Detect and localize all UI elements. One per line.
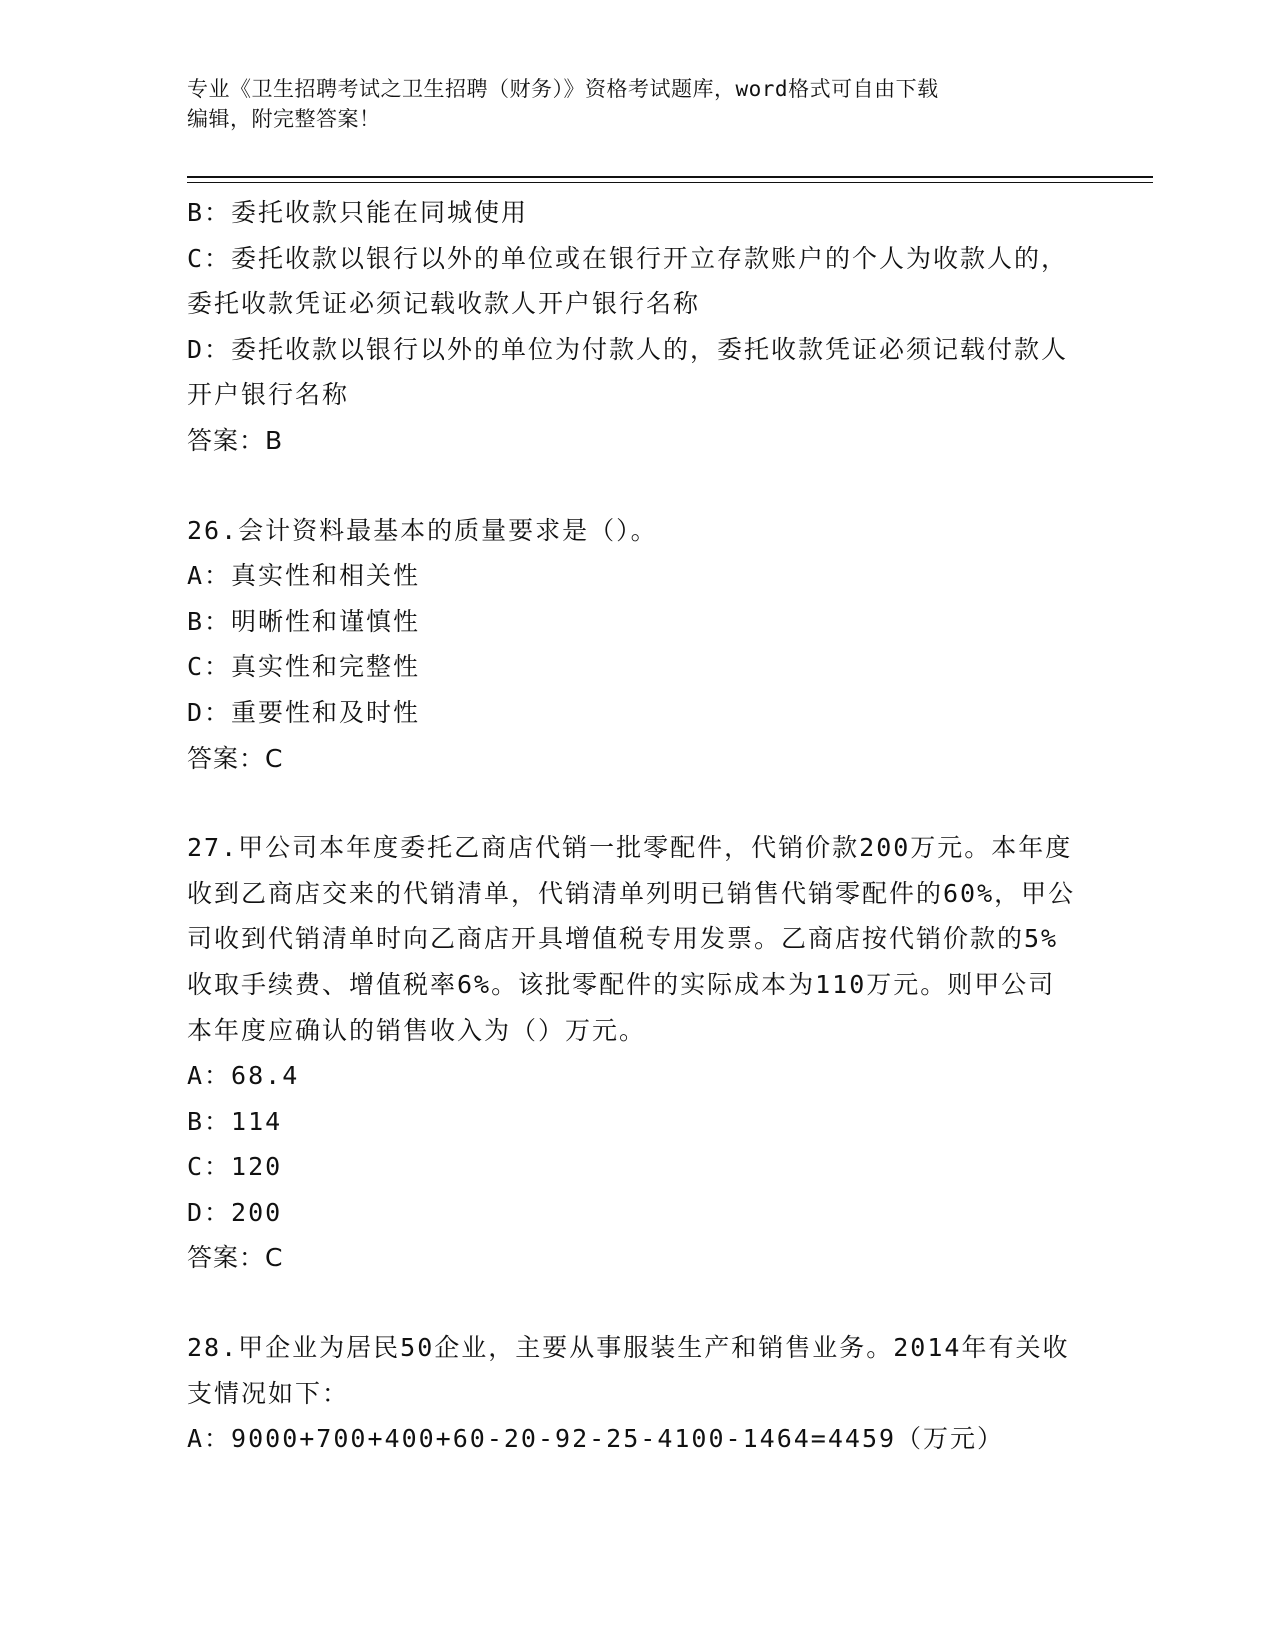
question-stem: 26.会计资料最基本的质量要求是（）。: [187, 515, 658, 545]
option-d: D：委托收款以银行以外的单位为付款人的，委托收款凭证必须记载付款人开户银行名称: [187, 334, 1069, 410]
option-b: B：委托收款只能在同城使用: [187, 198, 529, 227]
answer: 答案：B: [187, 425, 284, 455]
option-a: A：9000+700+400+60-20-92-25-4100-1464=4459（万元）: [187, 1424, 1005, 1454]
option-b: B：明晰性和谨慎性: [187, 606, 421, 636]
spacer: [187, 781, 1077, 825]
header-divider-thin: [187, 182, 1153, 183]
question-28: [187, 1325, 1077, 1462]
question-content: [187, 190, 1077, 1462]
document-header: [187, 74, 1067, 134]
option-d: D：200: [187, 1197, 283, 1227]
option-b: B：114: [187, 1106, 283, 1136]
header-divider-thick: [187, 176, 1153, 178]
option-d: D：重要性和及时性: [187, 697, 421, 727]
option-c: C：真实性和完整性: [187, 652, 421, 682]
option-a: A：68.4: [187, 1061, 300, 1091]
answer: 答案：C: [187, 1243, 284, 1273]
spacer: [187, 1281, 1077, 1325]
header-line-2: 编辑，附完整答案！: [187, 107, 381, 131]
header-line-1: 专业《卫生招聘考试之卫生招聘（财务）》资格考试题库，word格式可自由下载: [187, 77, 939, 101]
spacer: [187, 464, 1077, 508]
question-25-tail: [187, 190, 1077, 464]
question-27: [187, 825, 1077, 1281]
option-c: C：委托收款以银行以外的单位或在银行开立存款账户的个人为收款人的，委托收款凭证必须记载收款人开户银行名称: [187, 243, 1069, 319]
question-26: [187, 508, 1077, 782]
question-stem: 27.甲公司本年度委托乙商店代销一批零配件，代销价款200万元。本年度收到乙商店交来的代销清单，代销清单列明已销售代销零配件的60%，甲公司收到代销清单时向乙商店开具增值税专用发票。乙商店按代销价款的5%收取手续费、增值税率6%。该批零配件的实际成本为110万元。则甲公司本年度应确认的销售收入为（）万元。: [187, 833, 1076, 1045]
question-stem: 28.甲企业为居民50企业，主要从事服装生产和销售业务。2014年有关收支情况如下：: [187, 1333, 1070, 1408]
option-c: C：120: [187, 1152, 283, 1182]
option-a: A：真实性和相关性: [187, 561, 421, 591]
answer: 答案：C: [187, 743, 284, 773]
